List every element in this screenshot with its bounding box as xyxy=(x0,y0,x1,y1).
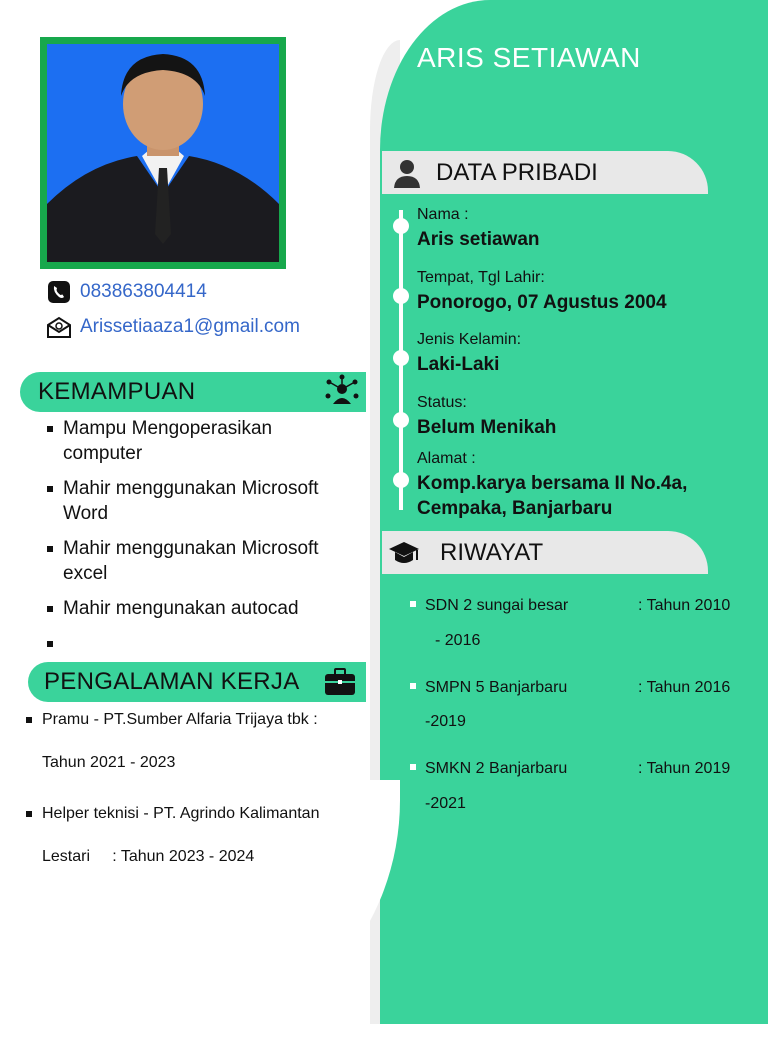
network-person-icon xyxy=(324,374,360,415)
experience-period: Lestari : Tahun 2023 - 2024 xyxy=(42,848,255,865)
pengalaman-header xyxy=(28,662,366,702)
kemampuan-list xyxy=(45,416,355,656)
school-year-end: -2019 xyxy=(425,713,466,730)
field-label: Jenis Kelamin: xyxy=(417,331,522,348)
kemampuan-title: KEMAMPUAN xyxy=(38,378,196,405)
graduation-cap-icon xyxy=(388,538,420,568)
school-name: SMKN 2 Banjarbaru xyxy=(425,760,568,777)
data-pribadi-header xyxy=(382,151,708,194)
candidate-name: ARIS SETIAWAN xyxy=(417,42,641,73)
timeline-dot xyxy=(393,288,409,304)
school-name: SMPN 5 Banjarbaru xyxy=(425,679,568,696)
person-icon xyxy=(392,158,422,188)
email-address[interactable]: Arissetiaaza1@gmail.com xyxy=(80,316,300,337)
experience-role: Helper teknisi - PT. Agrindo Kalimantan xyxy=(42,805,320,822)
experience-period: Tahun 2021 - 2023 xyxy=(42,754,176,771)
riwayat-title: RIWAYAT xyxy=(440,538,544,566)
field-value: Laki-Laki xyxy=(417,354,500,375)
list-item: Mahir mengunakan autocad xyxy=(45,596,355,621)
field-value: Ponorogo, 07 Agustus 2004 xyxy=(417,292,667,313)
field-label: Tempat, Tgl Lahir: xyxy=(417,269,545,286)
timeline-dot xyxy=(393,412,409,428)
list-item: Mahir menggunakan Microsoft excel xyxy=(45,536,355,586)
school-year: : Tahun 2016 xyxy=(638,679,731,696)
school-year-end: -2021 xyxy=(425,795,466,812)
school-year-end: - 2016 xyxy=(435,632,481,649)
field-label: Nama : xyxy=(417,206,469,223)
school-name: SDN 2 sungai besar xyxy=(425,597,569,614)
email-contact[interactable] xyxy=(46,315,300,339)
school-year: : Tahun 2010 xyxy=(638,597,731,614)
phone-number[interactable]: 083863804414 xyxy=(80,281,207,302)
phone-contact[interactable] xyxy=(46,280,207,304)
field-label: Alamat : xyxy=(417,450,476,467)
timeline-dot xyxy=(393,472,409,488)
phone-icon xyxy=(46,280,72,304)
list-item: Mampu Mengoperasikan computer xyxy=(45,416,355,466)
timeline-dot xyxy=(393,218,409,234)
field-value: Komp.karya bersama II No.4a, Cempaka, Banjarbaru xyxy=(417,473,688,519)
school-year: : Tahun 2019 xyxy=(638,760,731,777)
field-label: Status: xyxy=(417,394,467,411)
experience-item xyxy=(26,711,366,772)
field-value: Belum Menikah xyxy=(417,417,557,438)
list-item: Mahir menggunakan Microsoft Word xyxy=(45,476,355,526)
experience-role: Pramu - PT.Sumber Alfaria Trijaya tbk : xyxy=(42,711,318,728)
timeline-dot xyxy=(393,350,409,366)
profile-photo-frame xyxy=(40,37,286,269)
pengalaman-title: PENGALAMAN KERJA xyxy=(44,668,300,695)
kemampuan-header xyxy=(20,372,366,412)
email-icon xyxy=(46,315,72,339)
experience-item xyxy=(26,805,366,866)
list-item xyxy=(45,631,355,656)
data-pribadi-title: DATA PRIBADI xyxy=(436,158,598,186)
profile-photo xyxy=(47,44,279,262)
riwayat-header xyxy=(382,531,708,574)
briefcase-icon xyxy=(324,668,356,701)
person-portrait-icon xyxy=(47,44,279,262)
field-value: Aris setiawan xyxy=(417,229,540,250)
